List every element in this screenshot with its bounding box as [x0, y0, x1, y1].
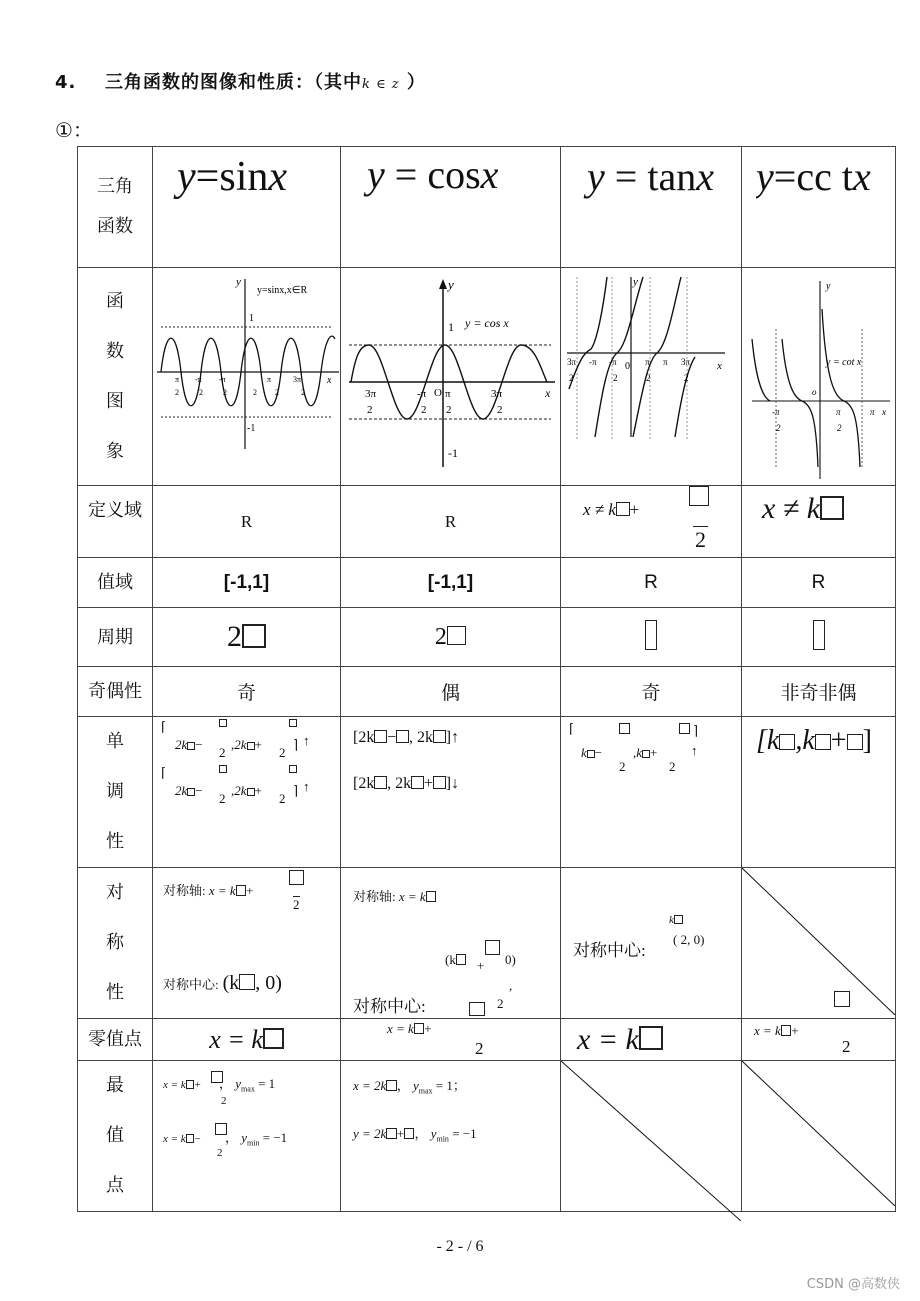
label-line: 对: [106, 882, 124, 903]
tan-y-label: y: [633, 275, 638, 288]
cos-y-label: y: [448, 276, 454, 292]
domain-sin: R: [153, 486, 341, 558]
sin-tick: 2: [175, 387, 179, 397]
domain-cot: [742, 486, 896, 558]
cos-tick: 3π: [365, 387, 377, 400]
mono-sin-inc: ⌈ 2k − 2 ,2k + 2 ⌉ ↑: [161, 719, 310, 760]
sym-cos-center-b: 0): [505, 952, 516, 967]
mono-cot-expr: [k ,k + ]: [756, 725, 872, 756]
sin-tick: -π: [219, 374, 226, 384]
section-number: 4.: [55, 72, 77, 93]
cot-pi-label: π: [870, 406, 875, 417]
tan-branch: [595, 277, 643, 437]
label-line: 函: [106, 290, 124, 312]
cos-formula: y = cosx: [367, 152, 499, 197]
sin-neg-one-label: -1: [247, 422, 256, 434]
label-graph: [78, 268, 153, 486]
period-tan: [561, 608, 742, 667]
extreme-sin-max-y: ， $y_{max} = 1$: [219, 1076, 276, 1094]
extreme-cos: [341, 1061, 561, 1212]
row-function: [78, 147, 896, 268]
zero-cot-expr: x = k +: [754, 1023, 799, 1038]
label-period: 周期: [78, 608, 153, 667]
cell-cos-name: [341, 147, 561, 268]
cot-y-label: y: [826, 280, 831, 292]
row-zero: [78, 1019, 896, 1061]
sym-cos-center-a: (k: [445, 952, 466, 968]
trig-properties-table: [77, 146, 896, 1212]
tan-graph: [561, 269, 741, 485]
cos-tick: 2: [367, 403, 373, 416]
extreme-sin: [153, 1061, 341, 1212]
cell-sin-graph: [153, 268, 341, 486]
domain-tan-expr: x ≠ k +: [583, 500, 640, 519]
tan-branch: [675, 357, 695, 437]
sin-tick: 2: [275, 387, 279, 397]
tan-tick: 2: [684, 372, 689, 383]
label-line: 象: [106, 440, 124, 462]
domain-cos: R: [341, 486, 561, 558]
label-domain: 定义域: [78, 486, 153, 558]
extreme-tan: [561, 1061, 742, 1212]
section-title: 三角函数的图像和性质：（其中: [105, 72, 362, 93]
domain-cot-expr: x ≠ k: [762, 492, 844, 526]
cell-cos-graph: [341, 268, 561, 486]
zero-sin: x = k: [153, 1019, 341, 1061]
row-monotonicity: [78, 717, 896, 868]
row-extreme: [78, 1061, 896, 1212]
mono-sin: [153, 717, 341, 868]
zero-tan: x = k: [561, 1019, 742, 1061]
cell-cot-name: [742, 147, 896, 268]
cot-origin: o: [812, 386, 817, 397]
sin-tick: -π: [195, 374, 202, 384]
sin-tick: π: [267, 374, 272, 384]
cot-graph: [742, 269, 895, 485]
domain-tan-pi-box: [689, 486, 709, 506]
tan-formula: y = tanx: [587, 154, 714, 199]
label-line: 调: [106, 781, 124, 802]
label-line: 称: [106, 932, 124, 953]
cos-x-label: x: [545, 385, 551, 400]
row-symmetry: [78, 868, 896, 1019]
page-footer: - 2 - / 6: [436, 1238, 484, 1255]
zero-cos-den: 2: [475, 1039, 484, 1058]
sym-sin-den: 2: [293, 897, 300, 912]
row-range: [78, 558, 896, 608]
tan-tick: π: [663, 356, 668, 367]
cos-one-label: 1: [448, 319, 454, 334]
label-zero: 零值点: [78, 1019, 153, 1061]
sym-sin-center: 对称中心: (k , 0): [163, 972, 282, 994]
tan-tick: -π: [589, 356, 597, 367]
cot-branch: [752, 339, 770, 401]
range-cos: [-1,1]: [341, 558, 561, 608]
tan-branch: [569, 277, 607, 389]
label-mono: [78, 717, 153, 868]
mono-cos-dec: [2k , 2k + ]↓: [353, 775, 460, 792]
cell-cot-graph: [742, 268, 896, 486]
tan-tick: 2: [646, 372, 651, 383]
extreme-sin-min: x = k −: [163, 1133, 201, 1145]
sym-cos-pi-box: [485, 940, 500, 955]
sym-cos-center-label: 对称中心:: [353, 997, 426, 1016]
parity-tan: 奇: [561, 667, 742, 717]
sin-tick: 2: [253, 387, 257, 397]
extreme-sin-max-den: 2: [221, 1095, 227, 1107]
cot-tick: 2: [837, 422, 842, 433]
extreme-cot: [742, 1061, 896, 1212]
label-line: 图: [106, 390, 124, 412]
row-period: [78, 608, 896, 667]
sym-cos-box2: [469, 1002, 485, 1016]
label-sym: [78, 868, 153, 1019]
row-domain: [78, 486, 896, 558]
tan-tick: π: [645, 356, 650, 367]
cos-neg-one-label: -1: [448, 445, 458, 460]
label-line: 性: [106, 831, 124, 852]
extreme-tan-diagonal: [561, 1061, 741, 1221]
sin-tick: 2: [223, 387, 227, 397]
watermark: CSDN @高数侠: [806, 1277, 900, 1292]
tan-x-label: x: [717, 359, 722, 372]
sym-cos-two: 2: [497, 996, 504, 1011]
cos-caption: y = cos x: [465, 315, 509, 330]
tan-tick: 3π: [681, 356, 691, 367]
mono-cos-inc: [2k − , 2k ]↑: [353, 729, 460, 746]
cos-tick: 3π: [491, 387, 503, 400]
mono-cot: [742, 717, 896, 868]
label-line: 数: [106, 340, 124, 362]
zero-cot-den: 2: [842, 1037, 851, 1056]
heading-close: ）: [406, 72, 426, 93]
sym-sin-pi-box: [289, 870, 304, 885]
label-line: 点: [106, 1175, 124, 1196]
range-tan: R: [561, 558, 742, 608]
row-graph: [78, 268, 896, 486]
extreme-sin-max: x = k +: [163, 1079, 201, 1091]
label-range: 值域: [78, 558, 153, 608]
label-extreme: [78, 1061, 153, 1212]
sub-marker: ①：: [55, 118, 93, 142]
cos-tick: -π: [417, 387, 427, 400]
sin-y-label: y: [236, 275, 241, 288]
section-heading: [55, 68, 426, 94]
mono-tan: [561, 717, 742, 868]
extreme-cos-min: y = 2k + ， $y_{min} = -1$: [353, 1126, 477, 1144]
label-line: 最: [106, 1075, 124, 1096]
period-cos: 2: [341, 608, 561, 667]
period-cot: [742, 608, 896, 667]
cos-tick: 2: [497, 403, 503, 416]
sym-cos-axis: 对称轴: x = k: [353, 886, 436, 905]
cos-tick: π: [445, 387, 451, 400]
cos-tick: 2: [421, 403, 427, 416]
zero-cos-expr: x = k +: [387, 1021, 432, 1036]
extreme-cot-diagonal: [742, 1061, 895, 1206]
cot-tick: -π: [772, 406, 780, 417]
sym-tan-center-label: 对称中心:: [573, 941, 646, 960]
sym-cos-comma: ,: [509, 978, 513, 993]
y-axis-arrow: [439, 279, 447, 289]
sym-cot: [742, 868, 896, 1019]
label-line: 单: [106, 731, 124, 752]
sin-tick: 3π: [293, 374, 302, 384]
label-line: 性: [106, 982, 124, 1003]
mono-sin-dec: ⌈ 2k − 2 ,2k + 2 ⌉ ↑: [161, 765, 310, 806]
zero-cot: [742, 1019, 896, 1061]
sym-sin-axis: 对称轴: x = k +: [163, 883, 254, 898]
k-in-z: k ∈ z: [362, 77, 400, 92]
extreme-sin-min-y: ， $y_{min} = -1$: [225, 1130, 288, 1148]
cot-branch: [822, 309, 860, 467]
sin-graph: [153, 269, 340, 485]
sin-tick: 2: [301, 387, 305, 397]
tan-origin: 0: [625, 360, 630, 372]
parity-sin: 奇: [153, 667, 341, 717]
parity-cot: 非奇非偶: [742, 667, 896, 717]
pi-box: [813, 620, 825, 650]
label-line: 函数: [97, 216, 133, 237]
sym-tan: [561, 868, 742, 1019]
cot-tick: 2: [776, 422, 781, 433]
sin-formula: y=sinx: [177, 154, 288, 200]
cos-tick: 2: [446, 403, 452, 416]
mono-tan-expr: ⌈ k − 2 ,k + 2 ⌉ ↑: [569, 721, 699, 774]
cell-tan-graph: [561, 268, 742, 486]
domain-tan: [561, 486, 742, 558]
mono-cos: [341, 717, 561, 868]
cos-origin: O: [434, 386, 442, 399]
tan-tick: 2: [613, 372, 618, 383]
range-sin: [-1,1]: [153, 558, 341, 608]
cos-graph: [341, 269, 560, 485]
extreme-cos-max: x = 2k ， $y_{max} = 1$；: [353, 1078, 466, 1096]
sin-tick: π: [175, 374, 180, 384]
domain-tan-den: 2: [695, 527, 706, 552]
sym-cos-plus: +: [477, 958, 485, 973]
parity-cos: 偶: [341, 667, 561, 717]
pi-box: [645, 620, 657, 650]
sym-sin: [153, 868, 341, 1019]
cot-caption: y = cot x: [826, 356, 862, 368]
cot-tick-labels: [772, 407, 842, 433]
sin-curve: [161, 336, 335, 406]
label-line: 三角: [97, 176, 133, 197]
cell-tan-name: [561, 147, 742, 268]
row-parity: [78, 667, 896, 717]
period-sin: 2: [153, 608, 341, 667]
sin-caption: y=sinx,x∈R: [257, 284, 308, 296]
label-line: 值: [106, 1125, 124, 1146]
tan-tick: -π: [609, 356, 617, 367]
sym-tan-k: k: [669, 914, 683, 926]
sym-cot-diagonal: [742, 868, 895, 1015]
cot-tick: π: [836, 406, 841, 417]
sin-tick: 2: [199, 387, 203, 397]
tan-tick: 3π: [567, 356, 577, 367]
tan-tick: 2: [569, 372, 574, 383]
label-parity: 奇偶性: [78, 667, 153, 717]
cot-x-label: x: [882, 406, 886, 417]
cell-sin-name: [153, 147, 341, 268]
sym-cos: [341, 868, 561, 1019]
zero-cos: [341, 1019, 561, 1061]
extreme-sin-min-den: 2: [217, 1147, 223, 1159]
sin-x-label: x: [327, 374, 332, 386]
range-cot: R: [742, 558, 896, 608]
tan-branch: [633, 277, 681, 437]
sin-one-label: 1: [249, 312, 254, 324]
sym-tan-frac: ( 2, 0): [673, 932, 705, 947]
cot-formula: y=cc tx: [756, 154, 871, 199]
label-function: [78, 147, 153, 268]
zero-cot-pi-box: [834, 991, 850, 1007]
cot-branch: [782, 339, 818, 467]
